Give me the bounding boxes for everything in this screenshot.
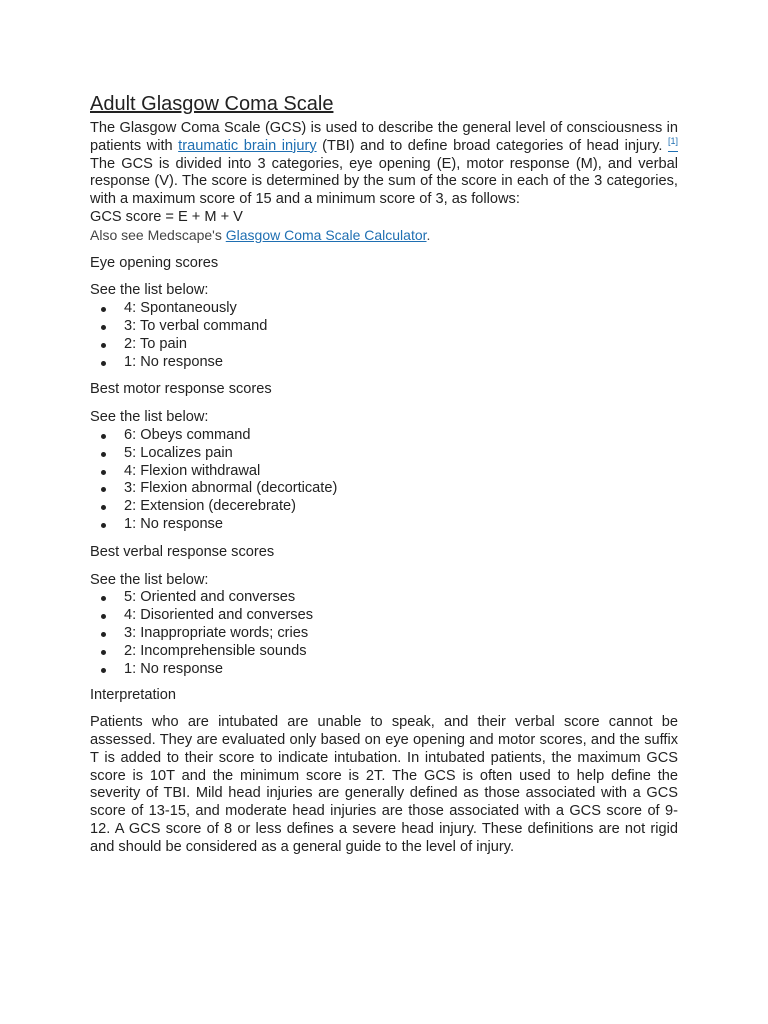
motor-response-list xyxy=(90,427,678,534)
eye-opening-see-list: See the list below: xyxy=(90,282,209,299)
list-item: 4: Disoriented and converses xyxy=(124,607,678,625)
eye-opening-heading: Eye opening scores xyxy=(90,254,219,271)
also-see-line xyxy=(90,227,678,245)
intro-paragraph xyxy=(90,120,678,209)
list-item: 6: Obeys command xyxy=(124,427,678,445)
list-item: 2: To pain xyxy=(124,336,678,354)
gcs-formula: GCS score = E + M + V xyxy=(90,208,243,225)
page-title: Adult Glasgow Coma Scale xyxy=(90,93,334,115)
eye-opening-list xyxy=(90,300,678,371)
list-item: 1: No response xyxy=(124,354,678,372)
reference-link[interactable] xyxy=(667,135,678,154)
tbi-link[interactable]: traumatic brain injury xyxy=(178,137,317,154)
intro-text-1: The Glasgow Coma Scale (GCS) is used to describe the general level of consciousness in patients with xyxy=(90,120,678,154)
list-item: 4: Spontaneously xyxy=(124,300,678,318)
interpretation-heading: Interpretation xyxy=(90,687,176,704)
gcs-calculator-link[interactable]: Glasgow Coma Scale Calculator xyxy=(225,226,427,243)
verbal-response-heading: Best verbal response scores xyxy=(90,543,275,560)
list-item: 3: To verbal command xyxy=(124,318,678,336)
intro-text-3: The GCS is divided into 3 categories, eye opening (E), motor response (M), and verbal response (V). The score is determined by the sum of the score in each of the 3 categories, with a maximum score of 15 and a minimum score of 3, as follows: xyxy=(90,155,678,208)
list-item: 5: Oriented and converses xyxy=(124,589,678,607)
list-item: 1: No response xyxy=(124,516,678,534)
list-item: 2: Incomprehensible sounds xyxy=(124,643,678,661)
list-item: 3: Flexion abnormal (decorticate) xyxy=(124,480,678,498)
verbal-response-see-list: See the list below: xyxy=(90,571,209,588)
list-item: 1: No response xyxy=(124,661,678,679)
verbal-response-list xyxy=(90,589,678,678)
list-item: 3: Inappropriate words; cries xyxy=(124,625,678,643)
motor-response-heading: Best motor response scores xyxy=(90,381,272,398)
interpretation-paragraph: Patients who are intubated are unable to speak, and their verbal score cannot be assessed. They are evaluated only based on eye opening and motor scores, and the suffix T is added to their score to indicate intubation. In intubated patients, the maximum GCS score is 10T and the minimum score is 2T. The GCS is often used to help define the severity of TBI. Mild head injuries are generally defined as those associated with a GCS score of 13-15, and moderate head injuries are those associated with a GCS score of 9-12. A GCS score of 8 or less defines a severe head injury. These definitions are not rigid and should be considered as a general guide to the level of injury. xyxy=(90,714,678,855)
motor-response-see-list: See the list below: xyxy=(90,409,209,426)
reference-marker[interactable]: [1] xyxy=(667,135,678,146)
list-item: 2: Extension (decerebrate) xyxy=(124,498,678,516)
intro-text-2: (TBI) and to define broad categories of head injury. xyxy=(316,137,663,154)
list-item: 5: Localizes pain xyxy=(124,445,678,463)
also-suffix: . xyxy=(426,226,431,243)
list-item: 4: Flexion withdrawal xyxy=(124,463,678,481)
also-prefix: Also see Medscape's xyxy=(90,226,226,243)
